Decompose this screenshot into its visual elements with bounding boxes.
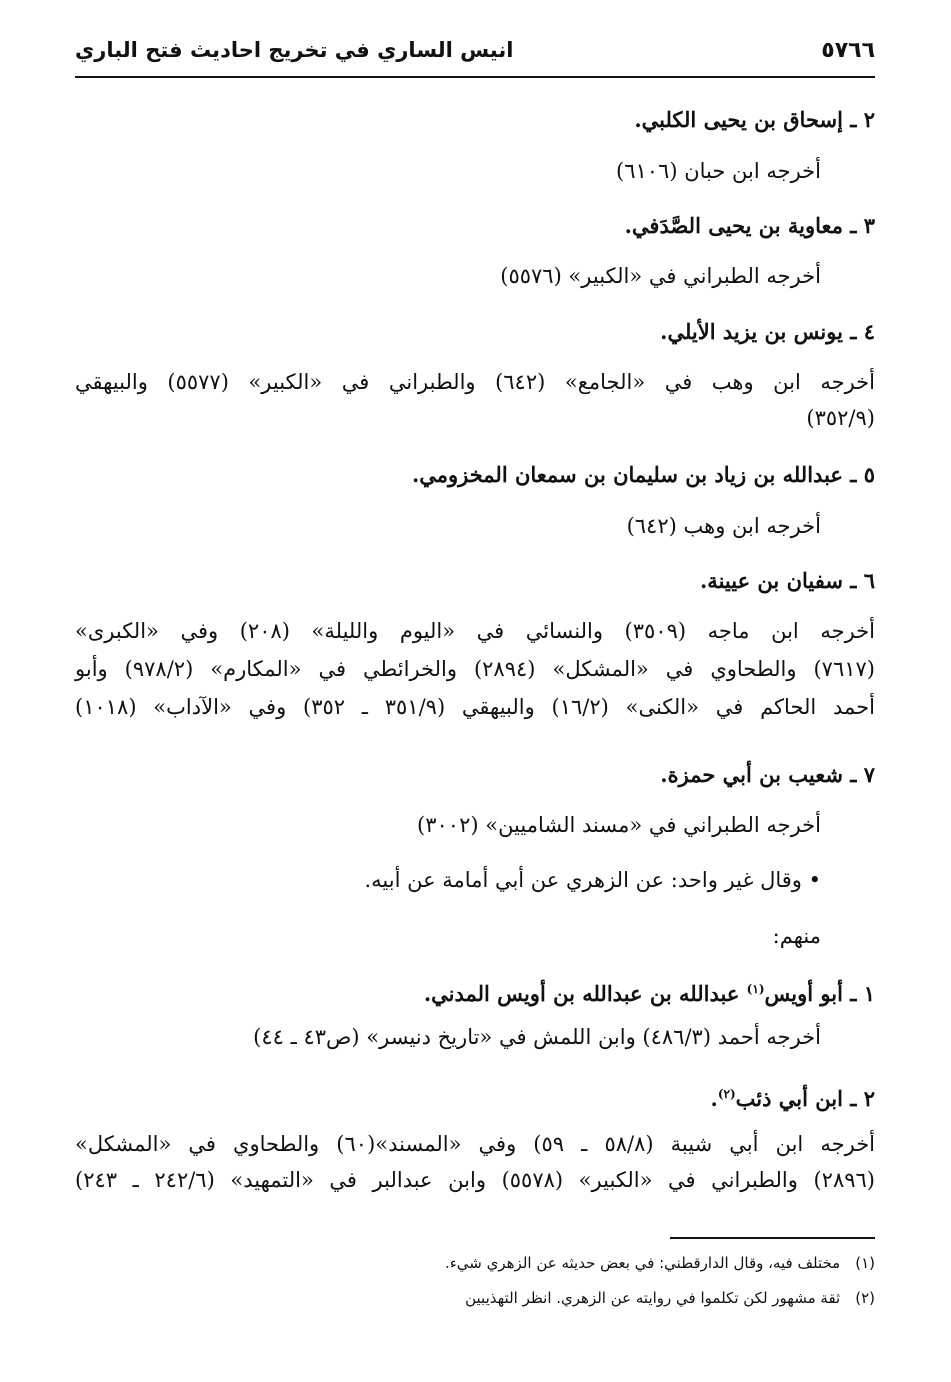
takhrij-line: (٣٥٢/٩)	[806, 406, 875, 430]
header-divider	[75, 76, 875, 78]
footnote-text: مختلف فيه، وقال الدارقطني: في بعض حديثه عن الزهري شيء.	[444, 1254, 841, 1272]
narrator-item-6: ٦ ـ سفيان بن عيينة.	[700, 568, 875, 593]
narrator-item-4: ٤ ـ يونس بن يزيد الأيلي.	[660, 319, 875, 344]
narrator-item-1b: ١ ـ أبو أويس$^{(١)}$ عبدالله بن عبدالله بن أويس المدني.	[423, 981, 875, 1006]
section-label: منهم:	[772, 924, 821, 948]
takhrij-line: أخرجه ابن ماجه (٣٥٠٩) والنسائي في «اليوم والليلة» (٢٠٨) وفي «الكبرى»	[75, 619, 875, 643]
takhrij-line: أخرجه ابن وهب (٦٤٢)	[626, 514, 821, 538]
narrator-item-2: ٢ ـ إسحاق بن يحيى الكلبي.	[634, 107, 875, 132]
narrator-item-3: ٣ ـ معاوية بن يحيى الصَّدَفي.	[624, 213, 875, 238]
narrator-item-2b: ٢ ـ ابن أبي ذئب$^{(٢)}$.	[710, 1086, 875, 1111]
page-number: ٥٧٦٦	[821, 38, 875, 63]
footnote-1	[445, 1252, 875, 1274]
footnote-text: ثقة مشهور لكن تكلموا في روايته عن الزهري. انظر التهذيبين	[465, 1289, 841, 1307]
footnote-number: (٢)	[855, 1289, 875, 1307]
takhrij-line: أحمد الحاكم في «الكنى» (١٦/٢) والبيهقي (٣٥١/٩ ـ ٣٥٢) وفي «الآداب» (١٠١٨)	[75, 695, 875, 719]
narrator-item-7: ٧ ـ شعيب بن أبي حمزة.	[660, 762, 875, 787]
footnote-ref-1[interactable]: (١)	[746, 982, 765, 996]
takhrij-line: أخرجه أحمد (٤٨٦/٣) وابن اللمش في «تاريخ دنيسر» (ص٤٣ ـ ٤٤)	[253, 1025, 821, 1049]
takhrij-line: أخرجه الطبراني في «مسند الشاميين» (٣٠٠٢)	[417, 813, 821, 837]
narrator-item-5: ٥ ـ عبدالله بن زياد بن سليمان بن سمعان المخزومي.	[411, 462, 875, 487]
takhrij-line: أخرجه ابن أبي شيبة (٥٨/٨ ـ ٥٩) وفي «المسند»(٦٠) والطحاوي في «المشكل»	[75, 1132, 876, 1156]
takhrij-line: أخرجه ابن حبان (٦١٠٦)	[616, 159, 821, 183]
running-title: انيس الساري في تخريج احاديث فتح الباري	[75, 38, 514, 62]
section-note: • وقال غير واحد: عن الزهري عن أبي أمامة عن أبيه.	[364, 868, 821, 892]
footnote-number: (١)	[855, 1254, 875, 1272]
footnote-divider	[670, 1237, 875, 1239]
takhrij-line: (٢٨٩٦) والطبراني في «الكبير» (٥٥٧٨) وابن عبدالبر في «التمهيد» (٢٤٢/٦ ـ ٢٤٣)	[75, 1168, 875, 1192]
takhrij-line: أخرجه ابن وهب في «الجامع» (٦٤٢) والطبراني في «الكبير» (٥٥٧٧) والبيهقي	[75, 370, 875, 394]
footnote-ref-2[interactable]: (٢)	[717, 1087, 736, 1101]
takhrij-line: (٧٦١٧) والطحاوي في «المشكل» (٢٨٩٤) والخرائطي في «المكارم» (٩٧٨/٢) وأبو	[75, 657, 875, 681]
takhrij-line: أخرجه الطبراني في «الكبير» (٥٥٧٦)	[500, 264, 821, 288]
footnote-2	[465, 1287, 875, 1309]
page-header	[75, 30, 875, 80]
